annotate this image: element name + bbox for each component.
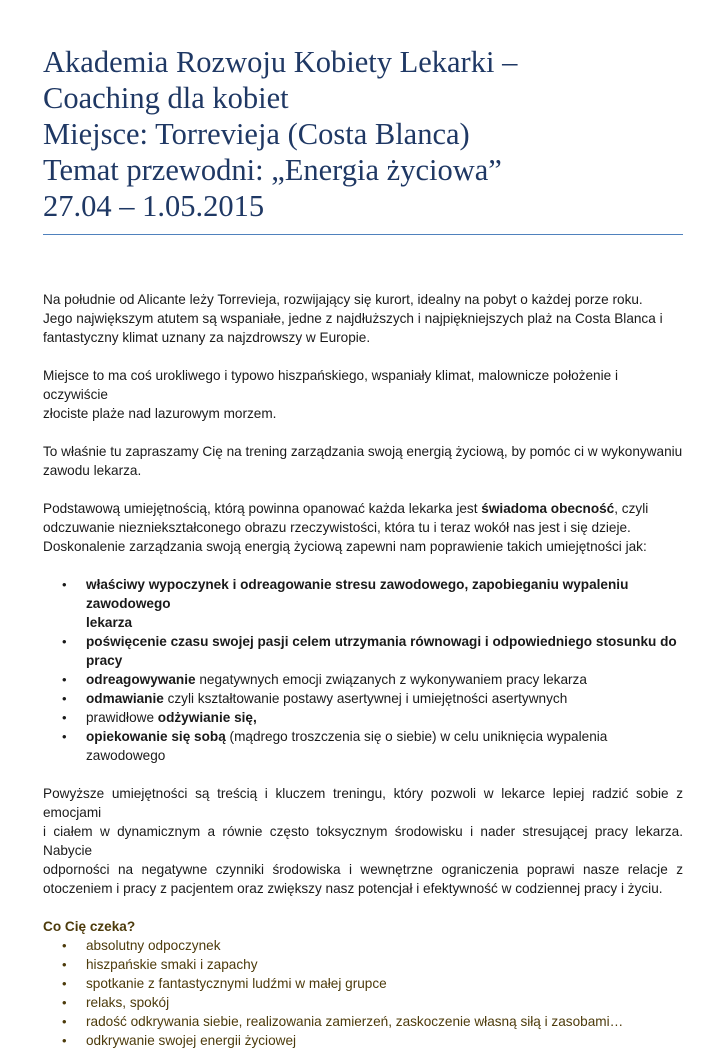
list-item [43, 1031, 683, 1050]
expect-section [43, 917, 683, 1050]
list-item-text: absolutny odpoczynek [86, 938, 221, 953]
intro-paragraph [43, 290, 683, 347]
invite-paragraph [43, 442, 683, 480]
bullet-icon: • [62, 634, 67, 649]
title-line: Akademia Rozwoju Kobiety Lekarki – [43, 45, 518, 79]
text-line: Jego największym atutem są wspaniałe, jedne z najdłuższych i najpiękniejszych plaż na Costa Blanca i [43, 311, 663, 326]
text-line: i ciałem w dynamicznym a równie często toksycznym środowisku i nader stresującej pracy lekarza. Nabycie [43, 824, 683, 858]
text-line: otoczeniem i pracy z pacjentem oraz zwiększy nasz potencjał i efektywność w codziennej pracy i życiu. [43, 881, 663, 896]
list-item-text: relaks, spokój [86, 995, 170, 1010]
title-line: Miejsce: Torrevieja (Costa Blanca) [43, 117, 470, 151]
list-item-text: spotkanie z fantastycznymi ludźmi w małej grupce [86, 976, 387, 991]
text-run-bold: świadoma obecność [481, 501, 615, 516]
document-title [43, 44, 683, 224]
text-line: lekarza [86, 615, 133, 630]
section-heading: Co Cię czeka? [43, 919, 136, 934]
text-run-bold: poświęcenie czasu swojej pasji celem utrzymania równowagi i odpowiedniego stosunku do pracy [86, 634, 677, 668]
bullet-icon: • [62, 1033, 67, 1048]
bullet-icon: • [62, 976, 67, 991]
text-run-bold: odżywianie się, [157, 710, 257, 725]
list-item [43, 936, 683, 955]
bullet-icon: • [62, 691, 67, 706]
text-run: , czyli [614, 501, 649, 516]
list-item [43, 632, 683, 670]
text-line [43, 499, 683, 518]
text-run: prawidłowe [86, 710, 158, 725]
text-line: Doskonalenie zarządzania swoją energią życiową zapewni nam poprawienie takich umiejętności jak: [43, 539, 647, 554]
bullet-icon: • [62, 729, 67, 744]
text-run-bold: opiekowanie się sobą [86, 729, 226, 744]
title-line: Coaching dla kobiet [43, 81, 289, 115]
list-item [43, 974, 683, 993]
title-divider [43, 234, 683, 235]
list-item [43, 955, 683, 974]
text-line: Miejsce to ma coś urokliwego i typowo hiszpańskiego, wspaniały klimat, malownicze położenie i oczywiście [43, 368, 618, 402]
skills-intro-paragraph [43, 499, 683, 556]
list-item [43, 1012, 683, 1031]
text-run-bold: odreagowywanie [86, 672, 196, 687]
expect-list [43, 936, 683, 1050]
bullet-icon: • [62, 1014, 67, 1029]
list-item [43, 689, 683, 708]
text-run: negatywnych emocji związanych z wykonywaniem pracy lekarza [195, 672, 587, 687]
list-item [43, 708, 683, 727]
list-item [43, 670, 683, 689]
title-line: 27.04 – 1.05.2015 [43, 189, 265, 223]
text-line: odporności na negatywne czynniki środowiska i wewnętrzne ograniczenia poprawi nasze relacje z [43, 862, 683, 877]
text-run: czyli kształtowanie postawy asertywnej i umiejętności asertywnych [163, 691, 568, 706]
text-run: Podstawową umiejętnością, którą powinna opanować każda lekarka jest [43, 501, 482, 516]
list-item-text: hiszpańskie smaki i zapachy [86, 957, 258, 972]
text-line: zawodu lekarza. [43, 463, 142, 478]
document-body [43, 290, 683, 1050]
bullet-icon: • [62, 577, 67, 592]
list-item-text: odkrywanie swojej energii życiowej [86, 1033, 297, 1048]
summary-paragraph [43, 784, 683, 898]
text-line: Powyższe umiejętności są treścią i kluczem treningu, który pozwoli w lekarce lepiej radzić sobie z emocjami [43, 786, 683, 820]
bullet-icon: • [62, 957, 67, 972]
list-item [43, 727, 683, 765]
title-line: Temat przewodni: „Energia życiowa” [43, 153, 502, 187]
text-line: To właśnie tu zapraszamy Cię na trening zarządzania swoją energią życiową, by pomóc ci w wykonywaniu [43, 444, 683, 459]
bullet-icon: • [62, 672, 67, 687]
text-line: Na południe od Alicante leży Torrevieja, rozwijający się kurort, idealny na pobyt o każdej porze roku. [43, 292, 643, 307]
text-line: fantastyczny klimat uznany za najzdrowszy w Europie. [43, 330, 371, 345]
place-paragraph [43, 366, 683, 423]
text-line: złociste plaże nad lazurowym morzem. [43, 406, 277, 421]
bullet-icon: • [62, 938, 67, 953]
list-item-text: radość odkrywania siebie, realizowania zamierzeń, zaskoczenie własną siłą i zasobami… [86, 1014, 624, 1029]
list-item [43, 575, 683, 632]
list-item [43, 993, 683, 1012]
bullet-icon: • [62, 995, 67, 1010]
text-run-bold: odmawianie [86, 691, 164, 706]
skills-list [43, 575, 683, 765]
bullet-icon: • [62, 710, 67, 725]
text-line: odczuwanie niezniekształconego obrazu rzeczywistości, która tu i teraz wokół nas jest i się dzieje. [43, 520, 631, 535]
text-run: (mądrego troszczenia się o siebie) w celu uniknięcia wypalenia zawodowego [86, 729, 608, 763]
text-line: właściwy wypoczynek i odreagowanie stresu zawodowego, zapobieganiu wypaleniu zawodowego [86, 577, 629, 611]
